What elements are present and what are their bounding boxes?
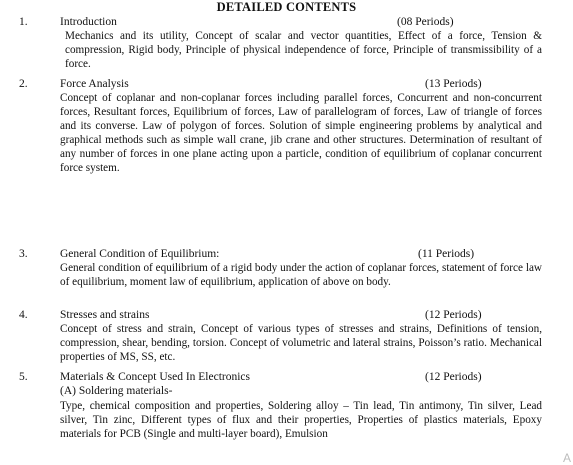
section-2-title: Force Analysis [60, 78, 129, 90]
section-3-body: General condition of equilibrium of a rigid body under the action of coplanar forces, statement of force law of equilibrium, moment law of equilibrium, application of above on body. [60, 262, 542, 288]
section-2-periods: (13 Periods) [425, 78, 482, 90]
section-3-periods: (11 Periods) [418, 248, 475, 260]
section-5-body: Type, chemical composition and properties, Soldering alloy – Tin lead, Tin antimony, Tin silver, Lead silver, Tin zinc, Different types of flux and their properties, Properties of plastics materials, Epoxy materials for PCB (Single and multi-layer board), Emulsion [60, 400, 542, 440]
section-5-title: Materials & Concept Used In Electronics [60, 371, 251, 383]
section-2-number: 2. [19, 78, 28, 90]
section-1-number: 1. [19, 16, 28, 28]
section-4-number: 4. [19, 309, 28, 321]
corner-mark: A [562, 451, 571, 465]
section-3-title: General Condition of Equilibrium: [60, 248, 220, 260]
section-1-periods: (08 Periods) [397, 16, 454, 28]
section-2-body: Concept of coplanar and non-coplanar forces including parallel forces, Concurrent and non-concurrent forces, Resultant forces, Equilibrium of forces, Law of parallelogram of forces, Law of triangle of forces and its converse. Law of polygon of forces. Solution of simple engineering problems by analytical and graphical methods such as simple wall crane, jib crane and other structures. Determination of resultant of any number of forces in one plane acting upon a particle, condition of equilibrium of coplanar concurrent force system. [60, 92, 542, 174]
section-4-title: Stresses and strains [60, 309, 150, 321]
page-heading: DETAILED CONTENTS [216, 0, 357, 14]
section-4-body: Concept of stress and strain, Concept of various types of stresses and strains, Definitions of tension, compression, shear, bending, torsion. Concept of volumetric and lateral strains, Poisson’s ratio. Mechanical properties of MS, SS, etc. [60, 323, 542, 363]
section-5-subheading: (A) Soldering materials- [60, 385, 173, 397]
section-5-number: 5. [19, 371, 28, 383]
section-1-body: Mechanics and its utility, Concept of scalar and vector quantities, Effect of a force, Tension & compression, Rigid body, Principle of physical independence of force, Principle of transmissibility of a force. [65, 30, 542, 70]
section-5-periods: (12 Periods) [425, 371, 482, 383]
section-1-title: Introduction [60, 16, 117, 28]
section-3-number: 3. [19, 248, 28, 260]
section-4-periods: (12 Periods) [425, 309, 482, 321]
